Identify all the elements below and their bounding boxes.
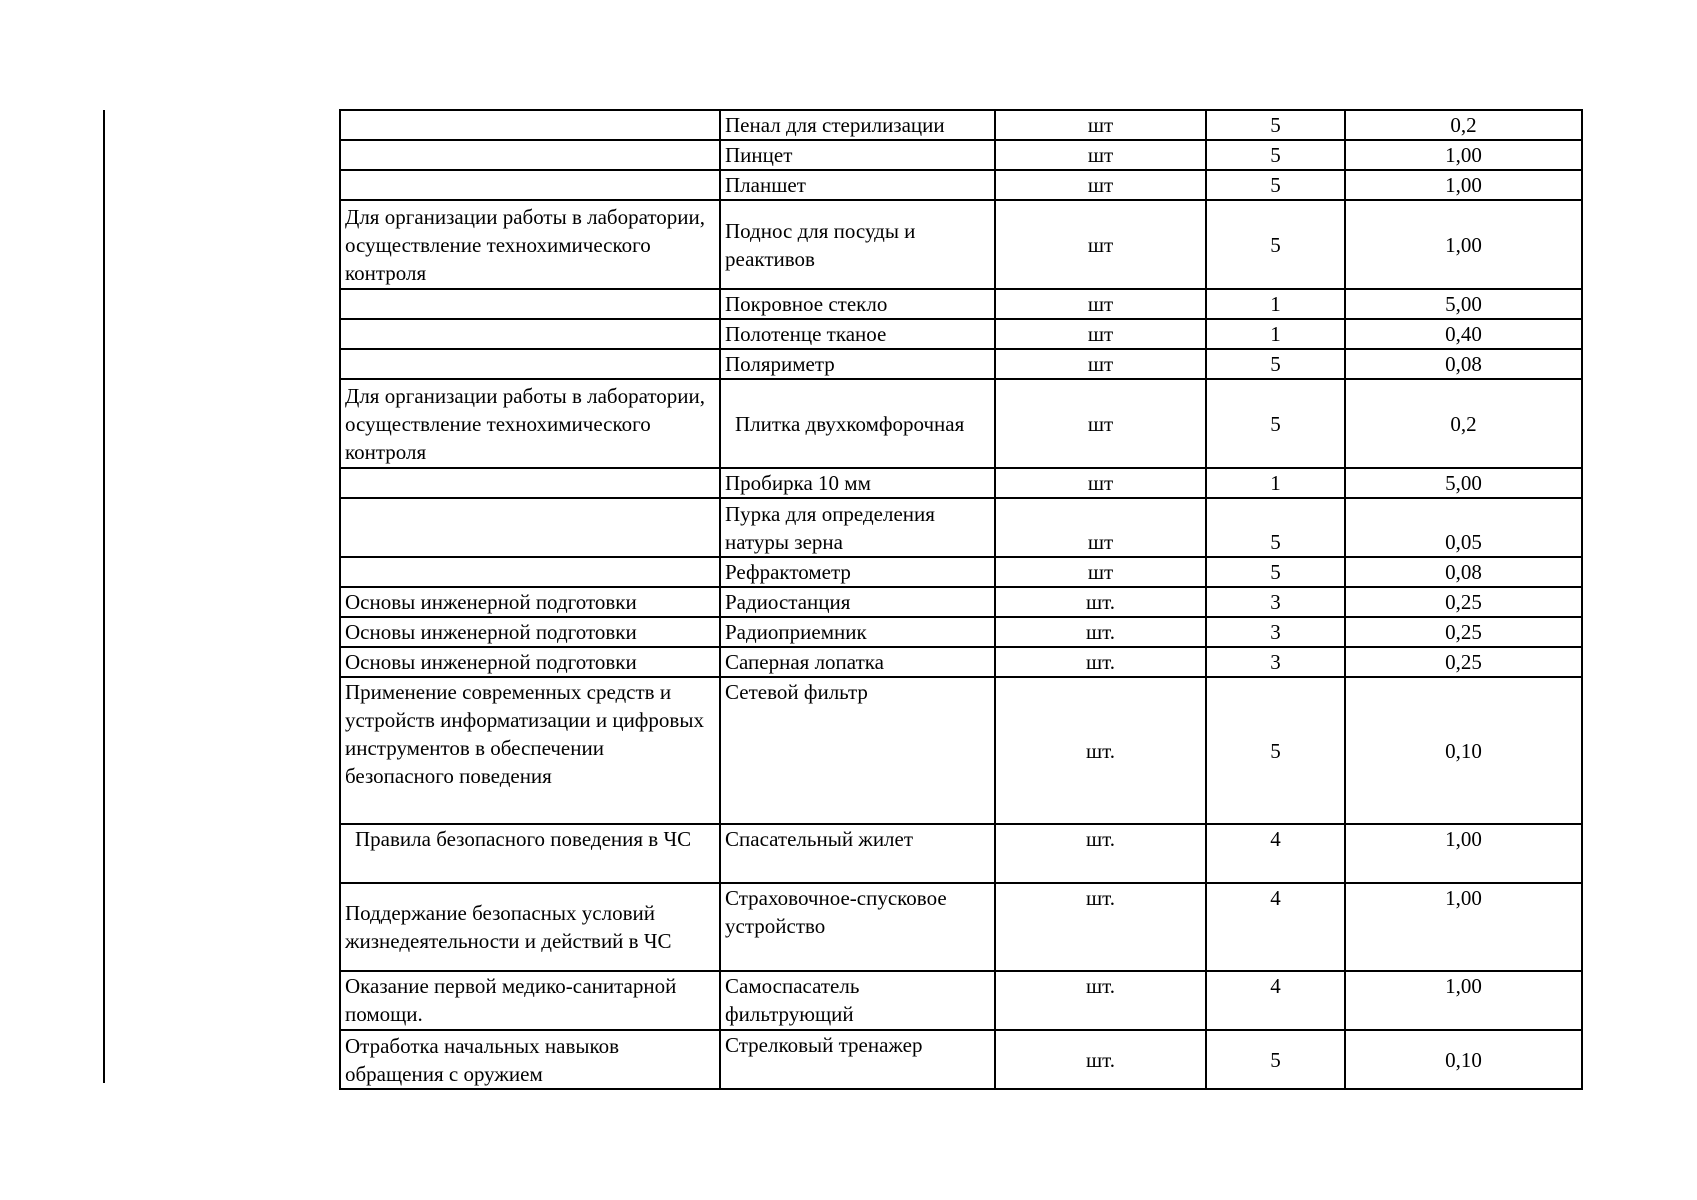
table-row [340, 498, 1582, 557]
purpose-cell [340, 289, 720, 319]
purpose-cell [340, 349, 720, 379]
quantity-cell: 5 [1206, 200, 1345, 289]
item-name-cell: Пинцет [720, 140, 995, 170]
purpose-cell [340, 468, 720, 498]
unit-cell: шт. [995, 677, 1206, 824]
purpose-cell: Для организации работы в лаборатории, осуществление технохимического контроля [340, 200, 720, 289]
unit-cell: шт. [995, 647, 1206, 677]
norm-cell: 1,00 [1345, 170, 1582, 200]
purpose-cell: Основы инженерной подготовки [340, 587, 720, 617]
item-name-cell: Радиостанция [720, 587, 995, 617]
quantity-cell: 3 [1206, 647, 1345, 677]
table-row [340, 140, 1582, 170]
norm-cell: 0,10 [1345, 1030, 1582, 1089]
unit-cell: шт [995, 468, 1206, 498]
quantity-cell: 4 [1206, 971, 1345, 1030]
table-row [340, 379, 1582, 468]
unit-cell: шт [995, 379, 1206, 468]
norm-cell: 0,05 [1345, 498, 1582, 557]
norm-cell: 0,25 [1345, 587, 1582, 617]
table-row [340, 289, 1582, 319]
norm-cell: 0,10 [1345, 677, 1582, 824]
purpose-cell [340, 170, 720, 200]
purpose-cell [340, 498, 720, 557]
norm-cell: 5,00 [1345, 468, 1582, 498]
quantity-cell: 4 [1206, 883, 1345, 971]
norm-cell: 0,2 [1345, 379, 1582, 468]
quantity-cell: 5 [1206, 349, 1345, 379]
quantity-cell: 5 [1206, 379, 1345, 468]
purpose-cell: Правила безопасного поведения в ЧС [340, 824, 720, 883]
item-name-cell: Планшет [720, 170, 995, 200]
unit-cell: шт [995, 319, 1206, 349]
item-name-cell: Пробирка 10 мм [720, 468, 995, 498]
item-name-cell: Сетевой фильтр [720, 677, 995, 824]
purpose-cell: Применение современных средств и устройств информатизации и цифровых инструментов в обеспечении безопасного поведения [340, 677, 720, 824]
quantity-cell: 3 [1206, 587, 1345, 617]
purpose-cell: Основы инженерной подготовки [340, 647, 720, 677]
table-row [340, 677, 1582, 824]
quantity-cell: 5 [1206, 110, 1345, 140]
unit-cell: шт [995, 498, 1206, 557]
item-name-cell: Пенал для стерилизации [720, 110, 995, 140]
purpose-cell: Поддержание безопасных условий жизнедеятельности и действий в ЧС [340, 883, 720, 971]
quantity-cell: 5 [1206, 557, 1345, 587]
unit-cell: шт. [995, 587, 1206, 617]
quantity-cell: 4 [1206, 824, 1345, 883]
table-row [340, 1030, 1582, 1089]
item-name-cell: Спасательный жилет [720, 824, 995, 883]
table-row [340, 468, 1582, 498]
page-margin-line [103, 110, 105, 1083]
item-name-cell: Радиоприемник [720, 617, 995, 647]
unit-cell: шт [995, 349, 1206, 379]
unit-cell: шт. [995, 1030, 1206, 1089]
quantity-cell: 3 [1206, 617, 1345, 647]
quantity-cell: 5 [1206, 1030, 1345, 1089]
purpose-cell [340, 140, 720, 170]
item-name-cell: Стрелковый тренажер [720, 1030, 995, 1089]
unit-cell: шт. [995, 824, 1206, 883]
norm-cell: 0,25 [1345, 617, 1582, 647]
norm-cell: 5,00 [1345, 289, 1582, 319]
purpose-cell [340, 110, 720, 140]
unit-cell: шт [995, 170, 1206, 200]
unit-cell: шт. [995, 617, 1206, 647]
equipment-table [339, 109, 1583, 1090]
quantity-cell: 5 [1206, 498, 1345, 557]
item-name-cell: Покровное стекло [720, 289, 995, 319]
norm-cell: 1,00 [1345, 824, 1582, 883]
quantity-cell: 5 [1206, 677, 1345, 824]
norm-cell: 1,00 [1345, 140, 1582, 170]
norm-cell: 0,25 [1345, 647, 1582, 677]
purpose-cell: Для организации работы в лаборатории, осуществление технохимического контроля [340, 379, 720, 468]
norm-cell: 0,2 [1345, 110, 1582, 140]
unit-cell: шт [995, 110, 1206, 140]
unit-cell: шт [995, 289, 1206, 319]
table-row [340, 557, 1582, 587]
item-name-cell: Плитка двухкомфорочная [720, 379, 995, 468]
unit-cell: шт. [995, 971, 1206, 1030]
quantity-cell: 1 [1206, 319, 1345, 349]
table-row [340, 200, 1582, 289]
quantity-cell: 5 [1206, 170, 1345, 200]
item-name-cell: Саперная лопатка [720, 647, 995, 677]
unit-cell: шт [995, 200, 1206, 289]
table-row [340, 319, 1582, 349]
norm-cell: 1,00 [1345, 200, 1582, 289]
quantity-cell: 1 [1206, 289, 1345, 319]
table-row [340, 883, 1582, 971]
item-name-cell: Поляриметр [720, 349, 995, 379]
item-name-cell: Страховочное-спусковое устройство [720, 883, 995, 971]
table-row [340, 170, 1582, 200]
quantity-cell: 1 [1206, 468, 1345, 498]
norm-cell: 0,08 [1345, 349, 1582, 379]
norm-cell: 0,08 [1345, 557, 1582, 587]
purpose-cell: Оказание первой медико-санитарной помощи. [340, 971, 720, 1030]
norm-cell: 1,00 [1345, 971, 1582, 1030]
purpose-cell [340, 557, 720, 587]
table-row [340, 824, 1582, 883]
table-row [340, 647, 1582, 677]
purpose-cell [340, 319, 720, 349]
table-row [340, 349, 1582, 379]
unit-cell: шт [995, 557, 1206, 587]
norm-cell: 1,00 [1345, 883, 1582, 971]
item-name-cell: Рефрактометр [720, 557, 995, 587]
unit-cell: шт [995, 140, 1206, 170]
unit-cell: шт. [995, 883, 1206, 971]
table-row [340, 617, 1582, 647]
table-row [340, 587, 1582, 617]
purpose-cell: Отработка начальных навыков обращения с оружием [340, 1030, 720, 1089]
item-name-cell: Самоспасатель фильтрующий [720, 971, 995, 1030]
item-name-cell: Поднос для посуды и реактивов [720, 200, 995, 289]
table-row [340, 110, 1582, 140]
item-name-cell: Полотенце тканое [720, 319, 995, 349]
item-name-cell: Пурка для определения натуры зерна [720, 498, 995, 557]
purpose-cell: Основы инженерной подготовки [340, 617, 720, 647]
norm-cell: 0,40 [1345, 319, 1582, 349]
quantity-cell: 5 [1206, 140, 1345, 170]
table-row [340, 971, 1582, 1030]
